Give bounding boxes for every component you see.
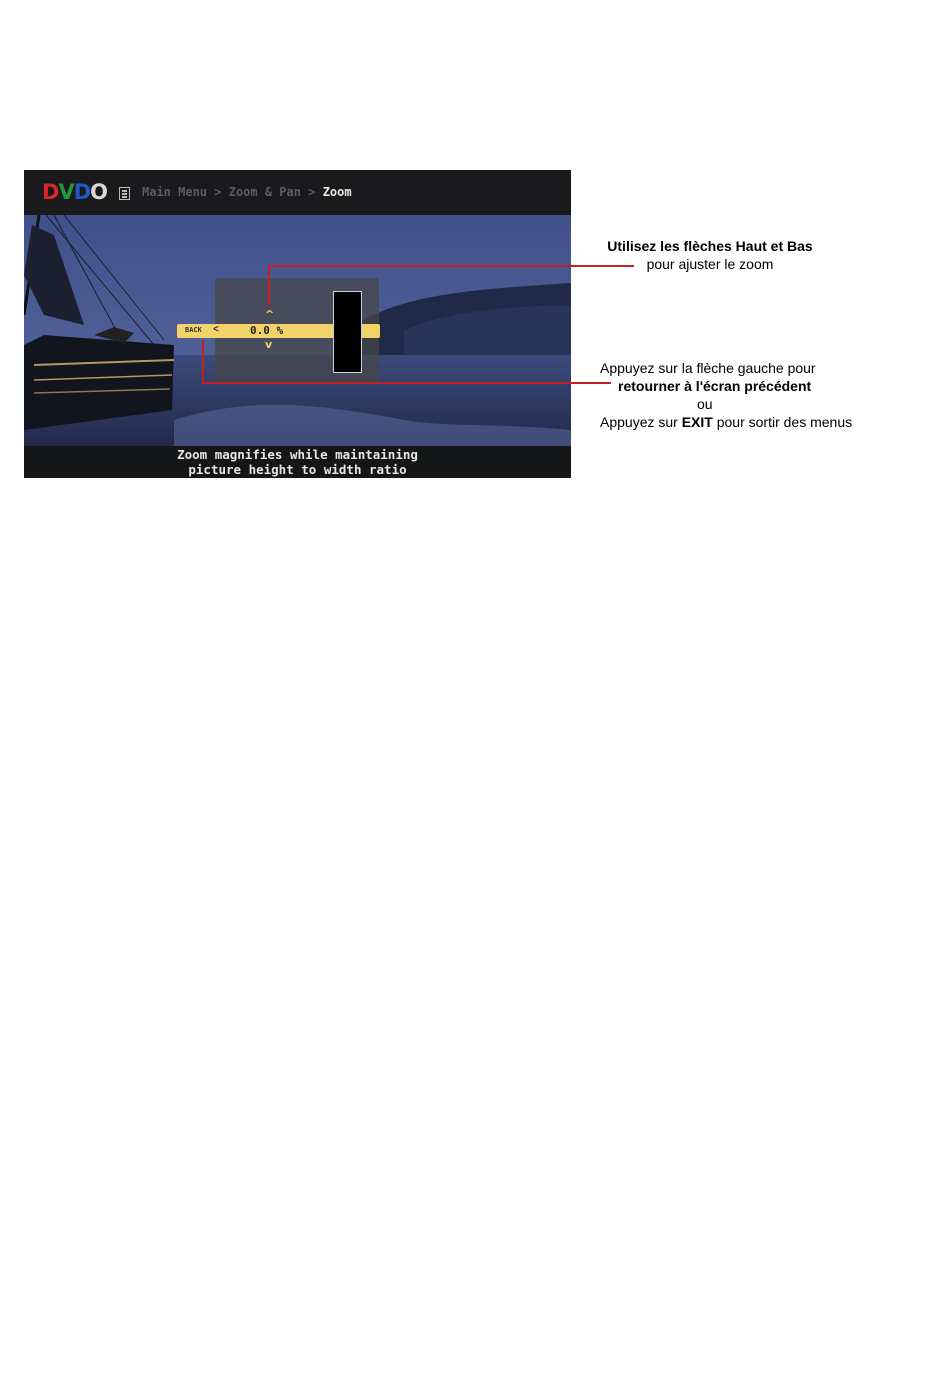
logo-letter-d2: D [73,180,91,204]
zoom-level-indicator [333,291,362,373]
callout-bottom-line4-post: pour sortir des menus [716,414,853,430]
logo-letter-v: V [58,180,74,204]
logo-letter-d: D [42,180,59,204]
back-arrow-icon[interactable]: < [213,324,219,335]
callout-bottom-line4 [596,413,876,431]
callout-bottom-line2: retourner à l'écran précédent [618,378,812,394]
down-arrow-icon[interactable]: v [265,338,273,351]
up-arrow-icon[interactable]: ^ [265,308,275,321]
menu-icon [119,187,130,200]
exit-keyword: EXIT [681,414,713,430]
callout-line-top-vertical [268,265,270,306]
callout-bottom-line3: ou [697,396,713,412]
zoom-value: 0.0 % [250,324,284,337]
dvdo-logo [42,180,107,204]
breadcrumb-separator: > [308,185,316,199]
callout-bottom [596,359,876,431]
callout-top [594,237,826,273]
osd-header [24,170,571,215]
callout-bottom-line4-pre: Appuyez sur [600,414,678,430]
callout-line-bottom-vertical [202,340,204,384]
callout-top-line2: pour ajuster le zoom [646,256,774,272]
breadcrumb-current: Zoom [322,185,352,199]
callout-line-bottom-horizontal [202,382,611,384]
breadcrumb-separator: > [214,185,222,199]
back-label[interactable]: BACK [185,326,202,334]
breadcrumb [142,185,352,199]
help-text-line1: Zoom magnifies while maintaining [177,447,418,462]
help-text [24,446,571,478]
osd-screenshot [24,170,571,478]
logo-letter-o: O [90,180,107,204]
callout-bottom-line1: Appuyez sur la flèche gauche pour [600,360,816,376]
breadcrumb-main-menu[interactable]: Main Menu [142,185,208,199]
callout-top-line1: Utilisez les flèches Haut et Bas [607,238,813,254]
breadcrumb-zoom-pan[interactable]: Zoom & Pan [228,185,301,199]
help-text-line2: picture height to width ratio [188,462,407,477]
callout-line-top-horizontal [268,265,634,267]
